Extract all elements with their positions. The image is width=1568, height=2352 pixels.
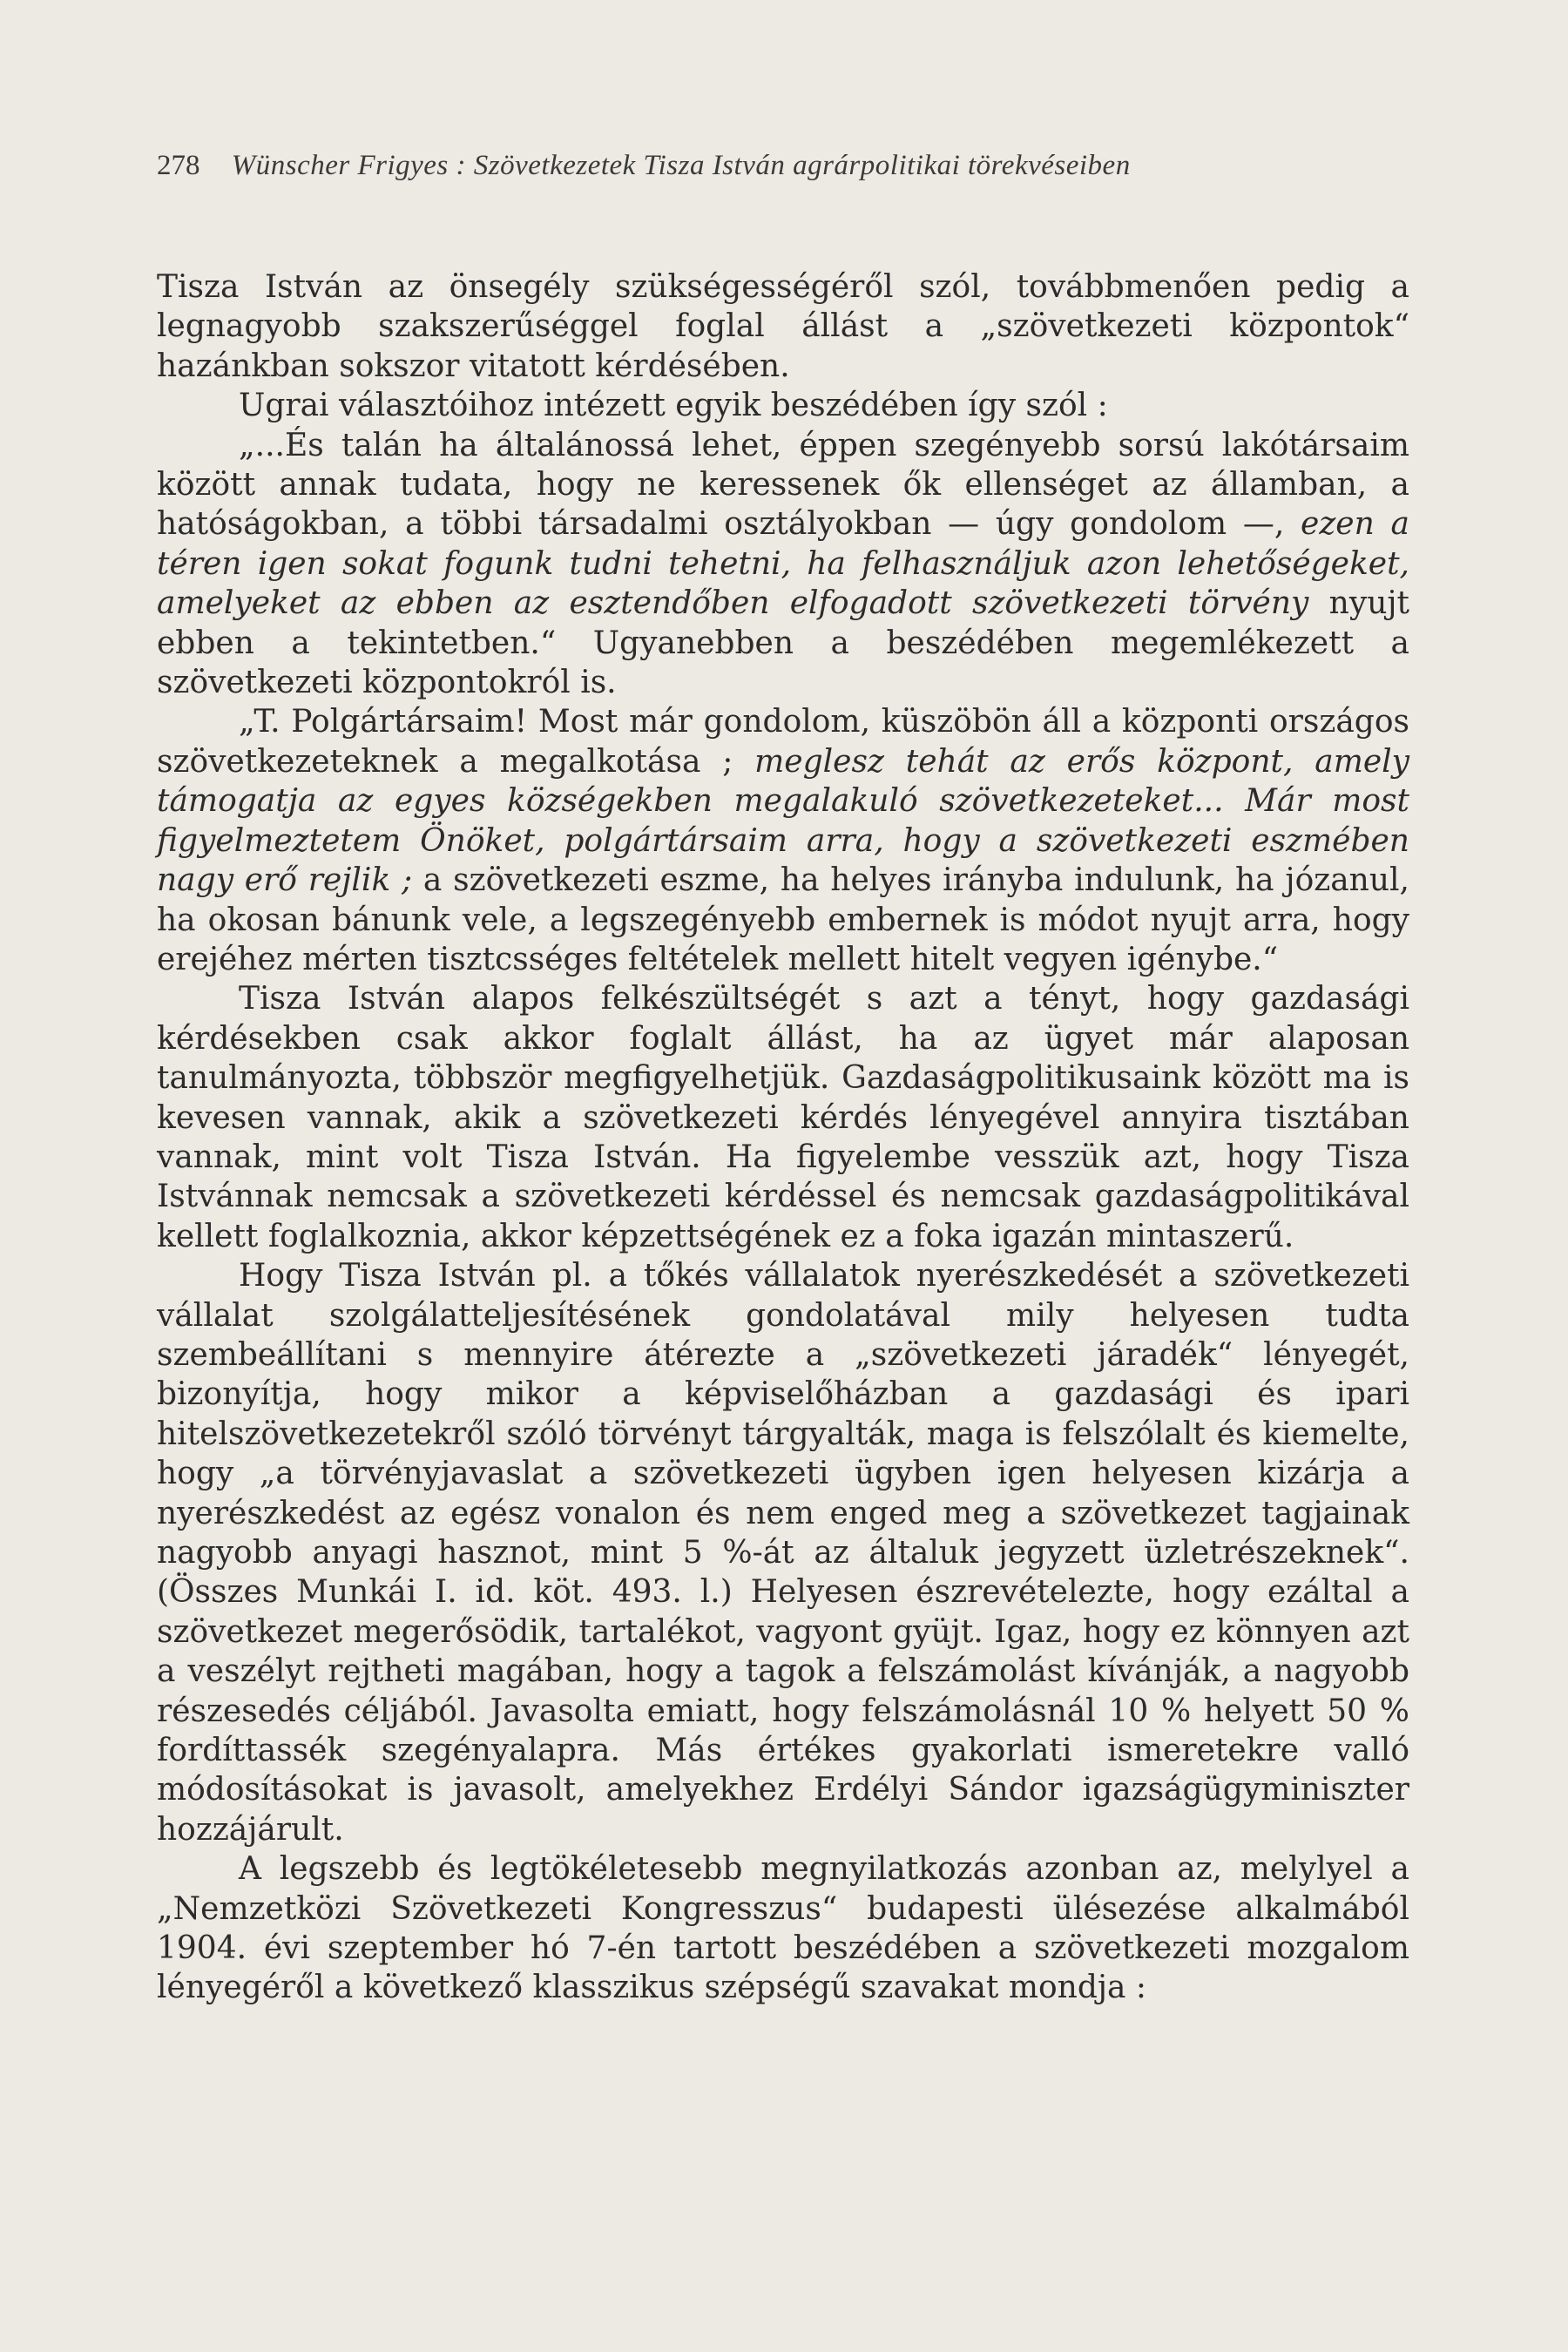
text-segment: Tisza István az önsegély szükségességéről szól, továbbmenően pedig a legnagyobb szakszerűséggel foglal állást a „szövetkezeti központok“ hazánkban sokszor vitatott kérdésében. xyxy=(157,269,1409,384)
italic-segment: meglesz tehát az erős központ, amely támogatja az egyes községekben megalakuló szövetkezeteket... Már most figyelmeztetem Önöket, polgártársaim arra, hogy a szövetkezeti eszmében nagy erő rejlik ; xyxy=(157,743,1409,899)
paragraph-2 xyxy=(157,386,1409,425)
italic-segment: ezen a téren igen sokat fogunk tudni tehetni, ha felhasználjuk azon lehetőségeket, amelyeket az ebben az esztendőben elfogadott szövetkezeti törvény xyxy=(157,506,1409,622)
page-number: 278 xyxy=(157,150,200,181)
text-segment: A legszebb és legtökéletesebb megnyilatkozás azonban az, melylyel a „Nemzetközi Szövetkezeti Kongresszus“ budapesti ülésezése alkalmából 1904. évi szeptember hó 7-én tartott beszédében a szövetkezeti mozgalom lényegéről a következő klasszikus szépségű szavakat mondja : xyxy=(157,1851,1409,2006)
paragraph-1 xyxy=(157,267,1409,386)
paragraph-5 xyxy=(157,979,1409,1256)
paragraph-4-quote xyxy=(157,702,1409,979)
text-segment: Hogy Tisza István pl. a tőkés vállalatok nyerészkedését a szövetkezeti vállalat szolgálatteljesítésének gondolatával mily helyesen tudta szembeállítani s mennyire átérezte a „szövetkezeti járadék“ lényegét, bizonyítja, hogy mikor a képviselőházban a gazdasági és ipari hitelszövetkezetekről szóló törvényt tárgyalták, maga is felszólalt és kiemelte, hogy „a törvényjavaslat a szövetkezeti ügyben igen helyesen kizárja a nyerészkedést az egész vonalon és nem enged meg a szövetkezet tagjainak nagyobb anyagi hasznot, mint 5 %-át az általuk jegyzett üzletrészeknek“. (Összes Munkái I. id. köt. 493. l.) Helyesen észrevételezte, hogy ezáltal a szövetkezet megerősödik, tartalékot, vagyont gyüjt. Igaz, hogy ez könnyen azt a veszélyt rejtheti magában, hogy a tagok a felszámolást kívánják, a nagyobb részesedés céljából. Javasolta emiatt, hogy felszámolásnál 10 % helyett 50 % fordíttassék szegényalapra. Más értékes gyakorlati ismeretekre valló módosításokat is javasolt, amelyekhez Erdélyi Sándor igazságügyminiszter hozzájárult. xyxy=(157,1258,1409,1848)
text-segment: „...És talán ha általánossá lehet, éppen szegényebb sorsú lakótársaim között annak tudata, hogy ne keressenek ők ellenséget az államban, a hatóságokban, a többi társadalmi osztályokban — úgy gondolom —, xyxy=(157,427,1409,543)
running-title: Wünscher Frigyes : Szövetkezetek Tisza István agrárpolitikai törekvéseiben xyxy=(231,150,1131,181)
running-head xyxy=(157,146,1411,185)
text-segment: nyujt ebben a tekintetben.“ Ugyanebben a beszédében megemlékezett a szövetkezeti központokról is. xyxy=(157,585,1410,701)
paragraph-7 xyxy=(157,1849,1409,2008)
text-segment: Ugrai választóihoz intézett egyik beszédében így szól : xyxy=(239,388,1108,424)
text-segment: Tisza István alapos felkészültségét s azt a tényt, hogy gazdasági kérdésekben csak akkor foglalt állást, ha az ügyet már alaposan tanulmányozta, többször megfigyelhetjük. Gazdaságpolitikusaink között ma is kevesen vannak, akik a szövetkezeti kérdés lényegével annyira tisztában vannak, mint volt Tisza István. Ha figyelembe vesszük azt, hogy Tisza Istvánnak nemcsak a szövetkezeti kérdéssel és nemcsak gazdaságpolitikával kellett foglalkoznia, akkor képzettségének ez a foka igazán mintaszerű. xyxy=(157,981,1409,1254)
text-segment: a szövetkezeti eszme, ha helyes irányba indulunk, ha józanul, ha okosan bánunk vele, a legszegényebb embernek is módot nyujt arra, hogy erejéhez mérten tisztcsséges feltételek mellett hitelt vegyen igénybe.“ xyxy=(157,862,1409,977)
paragraph-3-quote xyxy=(157,426,1409,703)
text-segment: „T. Polgártársaim! Most már gondolom, küszöbön áll a központi országos szövetkezeteknek a megalkotása ; xyxy=(157,704,1409,780)
paragraph-6 xyxy=(157,1256,1409,1849)
body-text xyxy=(157,267,1409,2008)
